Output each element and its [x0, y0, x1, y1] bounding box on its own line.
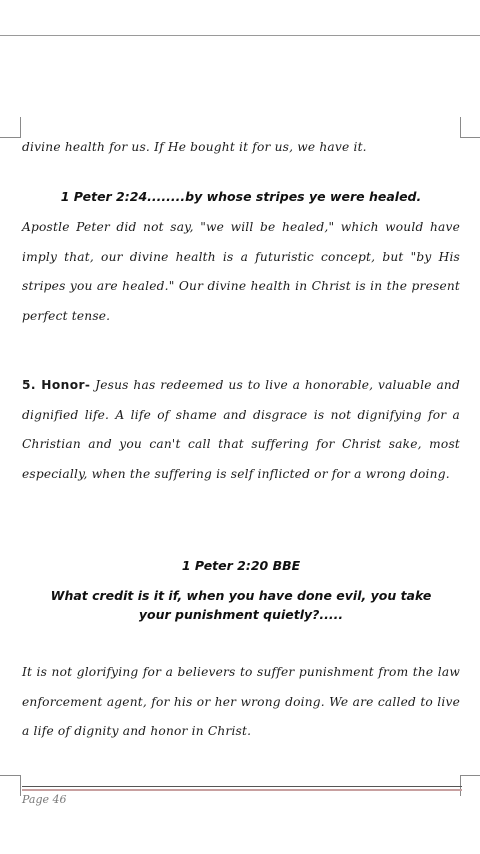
paragraph-dignity: It is not glorifying for a believers to suffer punishment from the law enforcement agent, for his or her wrong doing. We are called to live a life of dignity and honor in Christ. [22, 665, 460, 738]
verse-1-peter-2-20-reference: 1 Peter 2:20 BBE [181, 558, 301, 573]
crop-mark-bottom-right [460, 775, 480, 796]
paragraph-honor-text: Jesus has redeemed us to live a honorable, valuable and dignified life. A life of shame and disgrace is not dignifying for a Christian and you can't call that suffering for Christ sake, most especially, when the suffering is self inflicted or for a wrong doing. [22, 378, 460, 481]
verse-text: ........by whose stripes ye were healed. [147, 189, 422, 204]
verse-1-peter-2-24 [22, 189, 460, 204]
footer-rule-accent [22, 789, 462, 791]
footer-rule [22, 786, 462, 787]
verse-1-peter-2-20-quote: What credit is it if, when you have done evil, you take your punishment quietly?..... [50, 588, 432, 622]
section-heading-honor: 5. Honor- [22, 378, 91, 392]
header-rule [0, 35, 480, 36]
crop-mark-bottom-left [0, 775, 21, 796]
crop-mark-top-right [460, 117, 480, 138]
intro-line: divine health for us. If He bought it for us, we have it. [22, 140, 367, 154]
crop-mark-top-left [0, 117, 21, 138]
paragraph-honor [22, 371, 460, 489]
page-number: Page 46 [22, 793, 67, 806]
paragraph-present-tense: Apostle Peter did not say, "we will be healed," which would have imply that, our divine health is a futuristic concept, but "by His stripes you are healed." Our divine health in Christ is in the present perfect tense. [22, 220, 460, 323]
verse-reference: 1 Peter 2:24 [60, 189, 148, 204]
